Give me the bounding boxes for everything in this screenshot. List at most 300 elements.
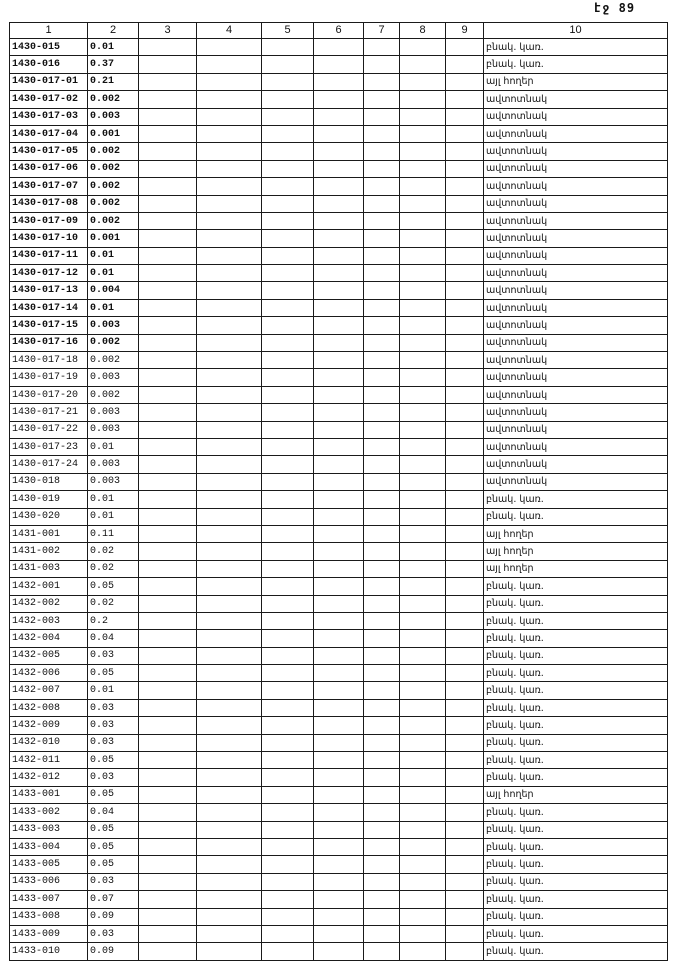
empty-cell	[400, 891, 446, 908]
empty-cell	[262, 630, 314, 647]
empty-cell	[364, 438, 400, 455]
empty-cell	[262, 212, 314, 229]
empty-cell	[197, 491, 262, 508]
empty-cell	[364, 491, 400, 508]
land-use-cell: ավտոտնակ	[484, 299, 668, 316]
empty-cell	[446, 230, 484, 247]
empty-cell	[314, 369, 364, 386]
empty-cell	[262, 108, 314, 125]
empty-cell	[197, 891, 262, 908]
area-cell: 0.03	[88, 717, 139, 734]
area-cell: 0.002	[88, 91, 139, 108]
empty-cell	[139, 473, 197, 490]
empty-cell	[314, 595, 364, 612]
empty-cell	[446, 39, 484, 56]
empty-cell	[262, 334, 314, 351]
area-cell: 0.05	[88, 821, 139, 838]
table-row	[10, 612, 668, 629]
empty-cell	[364, 212, 400, 229]
empty-cell	[197, 56, 262, 73]
table-row	[10, 491, 668, 508]
empty-cell	[262, 769, 314, 786]
empty-cell	[364, 752, 400, 769]
table-row	[10, 386, 668, 403]
land-use-cell: բնակ. կառ.	[484, 665, 668, 682]
parcel-code-cell: 1432-006	[10, 665, 88, 682]
empty-cell	[400, 769, 446, 786]
land-use-cell: բնակ. կառ.	[484, 856, 668, 873]
table-row	[10, 247, 668, 264]
empty-cell	[446, 160, 484, 177]
table-row	[10, 838, 668, 855]
table-row	[10, 821, 668, 838]
empty-cell	[400, 299, 446, 316]
parcel-code-cell: 1430-017-22	[10, 421, 88, 438]
header-row	[10, 23, 668, 39]
empty-cell	[262, 143, 314, 160]
land-use-cell: բնակ. կառ.	[484, 873, 668, 890]
empty-cell	[314, 195, 364, 212]
empty-cell	[197, 299, 262, 316]
empty-cell	[139, 91, 197, 108]
empty-cell	[139, 195, 197, 212]
table-row	[10, 925, 668, 942]
empty-cell	[197, 108, 262, 125]
empty-cell	[139, 56, 197, 73]
table-row	[10, 438, 668, 455]
table-row	[10, 665, 668, 682]
empty-cell	[139, 856, 197, 873]
empty-cell	[262, 665, 314, 682]
empty-cell	[364, 943, 400, 960]
parcel-code-cell: 1430-017-19	[10, 369, 88, 386]
empty-cell	[314, 543, 364, 560]
empty-cell	[314, 317, 364, 334]
empty-cell	[197, 543, 262, 560]
area-cell: 0.21	[88, 73, 139, 90]
empty-cell	[197, 752, 262, 769]
empty-cell	[364, 73, 400, 90]
empty-cell	[364, 525, 400, 542]
empty-cell	[139, 491, 197, 508]
empty-cell	[262, 908, 314, 925]
empty-cell	[197, 786, 262, 803]
table-row	[10, 630, 668, 647]
parcel-code-cell: 1433-010	[10, 943, 88, 960]
empty-cell	[262, 456, 314, 473]
empty-cell	[197, 665, 262, 682]
area-cell: 0.003	[88, 317, 139, 334]
empty-cell	[400, 717, 446, 734]
table-row	[10, 317, 668, 334]
empty-cell	[364, 195, 400, 212]
parcel-code-cell: 1432-005	[10, 647, 88, 664]
area-cell: 0.01	[88, 438, 139, 455]
empty-cell	[197, 212, 262, 229]
empty-cell	[262, 925, 314, 942]
area-cell: 0.03	[88, 873, 139, 890]
table-row	[10, 212, 668, 229]
empty-cell	[400, 369, 446, 386]
empty-cell	[400, 56, 446, 73]
empty-cell	[314, 682, 364, 699]
empty-cell	[197, 873, 262, 890]
empty-cell	[262, 369, 314, 386]
empty-cell	[139, 334, 197, 351]
table-row	[10, 160, 668, 177]
area-cell: 0.002	[88, 212, 139, 229]
empty-cell	[139, 925, 197, 942]
empty-cell	[446, 856, 484, 873]
empty-cell	[262, 943, 314, 960]
table-row	[10, 299, 668, 316]
empty-cell	[446, 178, 484, 195]
empty-cell	[139, 873, 197, 890]
empty-cell	[314, 125, 364, 142]
empty-cell	[262, 804, 314, 821]
empty-cell	[364, 91, 400, 108]
empty-cell	[197, 39, 262, 56]
empty-cell	[364, 282, 400, 299]
parcel-code-cell: 1432-008	[10, 699, 88, 716]
table-row	[10, 108, 668, 125]
empty-cell	[364, 908, 400, 925]
land-use-cell: ավտոտնակ	[484, 265, 668, 282]
empty-cell	[446, 804, 484, 821]
land-use-cell: այլ հողեր	[484, 525, 668, 542]
empty-cell	[446, 456, 484, 473]
parcel-code-cell: 1432-009	[10, 717, 88, 734]
empty-cell	[400, 282, 446, 299]
parcel-code-cell: 1433-002	[10, 804, 88, 821]
empty-cell	[139, 508, 197, 525]
land-use-cell: ավտոտնակ	[484, 438, 668, 455]
empty-cell	[314, 734, 364, 751]
parcel-code-cell: 1430-017-18	[10, 352, 88, 369]
empty-cell	[446, 682, 484, 699]
empty-cell	[262, 699, 314, 716]
land-use-cell: ավտոտնակ	[484, 421, 668, 438]
empty-cell	[197, 943, 262, 960]
area-cell: 0.05	[88, 856, 139, 873]
empty-cell	[446, 925, 484, 942]
table-row	[10, 56, 668, 73]
area-cell: 0.05	[88, 578, 139, 595]
empty-cell	[139, 317, 197, 334]
empty-cell	[364, 873, 400, 890]
empty-cell	[262, 39, 314, 56]
land-use-cell: բնակ. կառ.	[484, 804, 668, 821]
empty-cell	[262, 282, 314, 299]
area-cell: 0.003	[88, 421, 139, 438]
parcel-code-cell: 1430-017-02	[10, 91, 88, 108]
table-row	[10, 647, 668, 664]
empty-cell	[197, 560, 262, 577]
empty-cell	[139, 560, 197, 577]
empty-cell	[446, 908, 484, 925]
empty-cell	[446, 352, 484, 369]
empty-cell	[262, 786, 314, 803]
table-row	[10, 421, 668, 438]
empty-cell	[262, 891, 314, 908]
area-cell: 0.001	[88, 125, 139, 142]
empty-cell	[139, 769, 197, 786]
empty-cell	[262, 386, 314, 403]
empty-cell	[400, 856, 446, 873]
empty-cell	[446, 699, 484, 716]
empty-cell	[400, 752, 446, 769]
empty-cell	[400, 786, 446, 803]
empty-cell	[139, 265, 197, 282]
parcel-code-cell: 1430-018	[10, 473, 88, 490]
parcel-code-cell: 1433-006	[10, 873, 88, 890]
empty-cell	[364, 891, 400, 908]
table-row	[10, 282, 668, 299]
land-use-cell: բնակ. կառ.	[484, 891, 668, 908]
parcel-code-cell: 1432-001	[10, 578, 88, 595]
empty-cell	[262, 91, 314, 108]
parcel-code-cell: 1432-004	[10, 630, 88, 647]
parcel-code-cell: 1430-017-23	[10, 438, 88, 455]
empty-cell	[262, 560, 314, 577]
empty-cell	[139, 821, 197, 838]
area-cell: 0.04	[88, 804, 139, 821]
land-use-cell: բնակ. կառ.	[484, 717, 668, 734]
empty-cell	[400, 265, 446, 282]
empty-cell	[364, 178, 400, 195]
empty-cell	[197, 456, 262, 473]
area-cell: 0.003	[88, 404, 139, 421]
table-row	[10, 369, 668, 386]
empty-cell	[197, 282, 262, 299]
area-cell: 0.03	[88, 734, 139, 751]
land-use-cell: բնակ. կառ.	[484, 491, 668, 508]
empty-cell	[197, 404, 262, 421]
column-header: 10	[484, 23, 668, 39]
empty-cell	[400, 456, 446, 473]
table-row	[10, 786, 668, 803]
empty-cell	[262, 404, 314, 421]
empty-cell	[446, 282, 484, 299]
area-cell: 0.01	[88, 491, 139, 508]
empty-cell	[400, 421, 446, 438]
empty-cell	[139, 525, 197, 542]
area-cell: 0.002	[88, 195, 139, 212]
table-row	[10, 265, 668, 282]
empty-cell	[400, 873, 446, 890]
table-row	[10, 804, 668, 821]
empty-cell	[446, 508, 484, 525]
empty-cell	[314, 717, 364, 734]
empty-cell	[139, 891, 197, 908]
empty-cell	[197, 73, 262, 90]
empty-cell	[262, 265, 314, 282]
parcel-code-cell: 1432-010	[10, 734, 88, 751]
empty-cell	[197, 595, 262, 612]
empty-cell	[364, 265, 400, 282]
empty-cell	[446, 786, 484, 803]
empty-cell	[314, 73, 364, 90]
table-row	[10, 699, 668, 716]
empty-cell	[400, 178, 446, 195]
empty-cell	[139, 39, 197, 56]
parcel-code-cell: 1430-017-12	[10, 265, 88, 282]
area-cell: 0.003	[88, 108, 139, 125]
empty-cell	[314, 838, 364, 855]
empty-cell	[262, 473, 314, 490]
table-row	[10, 543, 668, 560]
page-number: էջ 89	[594, 1, 636, 15]
parcel-code-cell: 1430-015	[10, 39, 88, 56]
land-use-cell: բնակ. կառ.	[484, 752, 668, 769]
empty-cell	[314, 943, 364, 960]
empty-cell	[197, 804, 262, 821]
empty-cell	[400, 508, 446, 525]
empty-cell	[400, 317, 446, 334]
empty-cell	[197, 647, 262, 664]
empty-cell	[314, 421, 364, 438]
empty-cell	[446, 299, 484, 316]
empty-cell	[400, 699, 446, 716]
empty-cell	[446, 73, 484, 90]
area-cell: 0.37	[88, 56, 139, 73]
empty-cell	[139, 752, 197, 769]
parcel-code-cell: 1432-007	[10, 682, 88, 699]
empty-cell	[446, 473, 484, 490]
area-cell: 0.01	[88, 39, 139, 56]
empty-cell	[400, 386, 446, 403]
area-cell: 0.05	[88, 838, 139, 855]
empty-cell	[364, 717, 400, 734]
empty-cell	[197, 334, 262, 351]
land-use-cell: ավտոտնակ	[484, 247, 668, 264]
empty-cell	[364, 369, 400, 386]
empty-cell	[197, 578, 262, 595]
empty-cell	[197, 352, 262, 369]
empty-cell	[262, 230, 314, 247]
empty-cell	[139, 630, 197, 647]
empty-cell	[364, 404, 400, 421]
empty-cell	[314, 821, 364, 838]
column-header: 6	[314, 23, 364, 39]
empty-cell	[314, 91, 364, 108]
empty-cell	[197, 195, 262, 212]
empty-cell	[139, 108, 197, 125]
empty-cell	[314, 212, 364, 229]
land-use-cell: բնակ. կառ.	[484, 821, 668, 838]
land-use-cell: այլ հողեր	[484, 786, 668, 803]
empty-cell	[139, 786, 197, 803]
area-cell: 0.01	[88, 247, 139, 264]
parcel-code-cell: 1430-017-15	[10, 317, 88, 334]
empty-cell	[314, 612, 364, 629]
area-cell: 0.11	[88, 525, 139, 542]
empty-cell	[400, 682, 446, 699]
table-row	[10, 595, 668, 612]
empty-cell	[364, 56, 400, 73]
empty-cell	[314, 630, 364, 647]
empty-cell	[139, 282, 197, 299]
area-cell: 0.03	[88, 925, 139, 942]
empty-cell	[400, 73, 446, 90]
table-row	[10, 473, 668, 490]
empty-cell	[139, 73, 197, 90]
parcel-code-cell: 1430-017-09	[10, 212, 88, 229]
empty-cell	[446, 386, 484, 403]
area-cell: 0.07	[88, 891, 139, 908]
empty-cell	[364, 230, 400, 247]
empty-cell	[364, 543, 400, 560]
area-cell: 0.003	[88, 369, 139, 386]
empty-cell	[364, 508, 400, 525]
empty-cell	[314, 282, 364, 299]
empty-cell	[139, 838, 197, 855]
empty-cell	[446, 630, 484, 647]
land-use-cell: բնակ. կառ.	[484, 578, 668, 595]
area-cell: 0.03	[88, 769, 139, 786]
empty-cell	[364, 299, 400, 316]
empty-cell	[364, 352, 400, 369]
table-row	[10, 125, 668, 142]
table-row	[10, 178, 668, 195]
parcel-code-cell: 1430-017-05	[10, 143, 88, 160]
empty-cell	[400, 630, 446, 647]
empty-cell	[446, 717, 484, 734]
empty-cell	[446, 369, 484, 386]
empty-cell	[197, 230, 262, 247]
area-cell: 0.002	[88, 352, 139, 369]
empty-cell	[314, 299, 364, 316]
land-use-cell: բնակ. կառ.	[484, 630, 668, 647]
empty-cell	[364, 856, 400, 873]
empty-cell	[197, 438, 262, 455]
area-cell: 0.002	[88, 143, 139, 160]
land-use-cell: ավտոտնակ	[484, 404, 668, 421]
land-use-cell: ավտոտնակ	[484, 334, 668, 351]
empty-cell	[139, 247, 197, 264]
empty-cell	[314, 39, 364, 56]
land-use-cell: բնակ. կառ.	[484, 595, 668, 612]
empty-cell	[262, 873, 314, 890]
parcel-code-cell: 1430-017-10	[10, 230, 88, 247]
empty-cell	[400, 247, 446, 264]
empty-cell	[446, 543, 484, 560]
empty-cell	[139, 369, 197, 386]
empty-cell	[197, 769, 262, 786]
empty-cell	[262, 195, 314, 212]
empty-cell	[400, 195, 446, 212]
empty-cell	[139, 404, 197, 421]
table-row	[10, 856, 668, 873]
empty-cell	[197, 247, 262, 264]
table-row	[10, 73, 668, 90]
column-header: 2	[88, 23, 139, 39]
empty-cell	[197, 369, 262, 386]
empty-cell	[364, 769, 400, 786]
table-row	[10, 717, 668, 734]
land-use-cell: բնակ. կառ.	[484, 734, 668, 751]
empty-cell	[364, 734, 400, 751]
empty-cell	[314, 143, 364, 160]
empty-cell	[139, 804, 197, 821]
empty-cell	[364, 125, 400, 142]
parcel-code-cell: 1432-003	[10, 612, 88, 629]
empty-cell	[262, 525, 314, 542]
empty-cell	[446, 491, 484, 508]
empty-cell	[364, 682, 400, 699]
table-row	[10, 891, 668, 908]
empty-cell	[314, 160, 364, 177]
